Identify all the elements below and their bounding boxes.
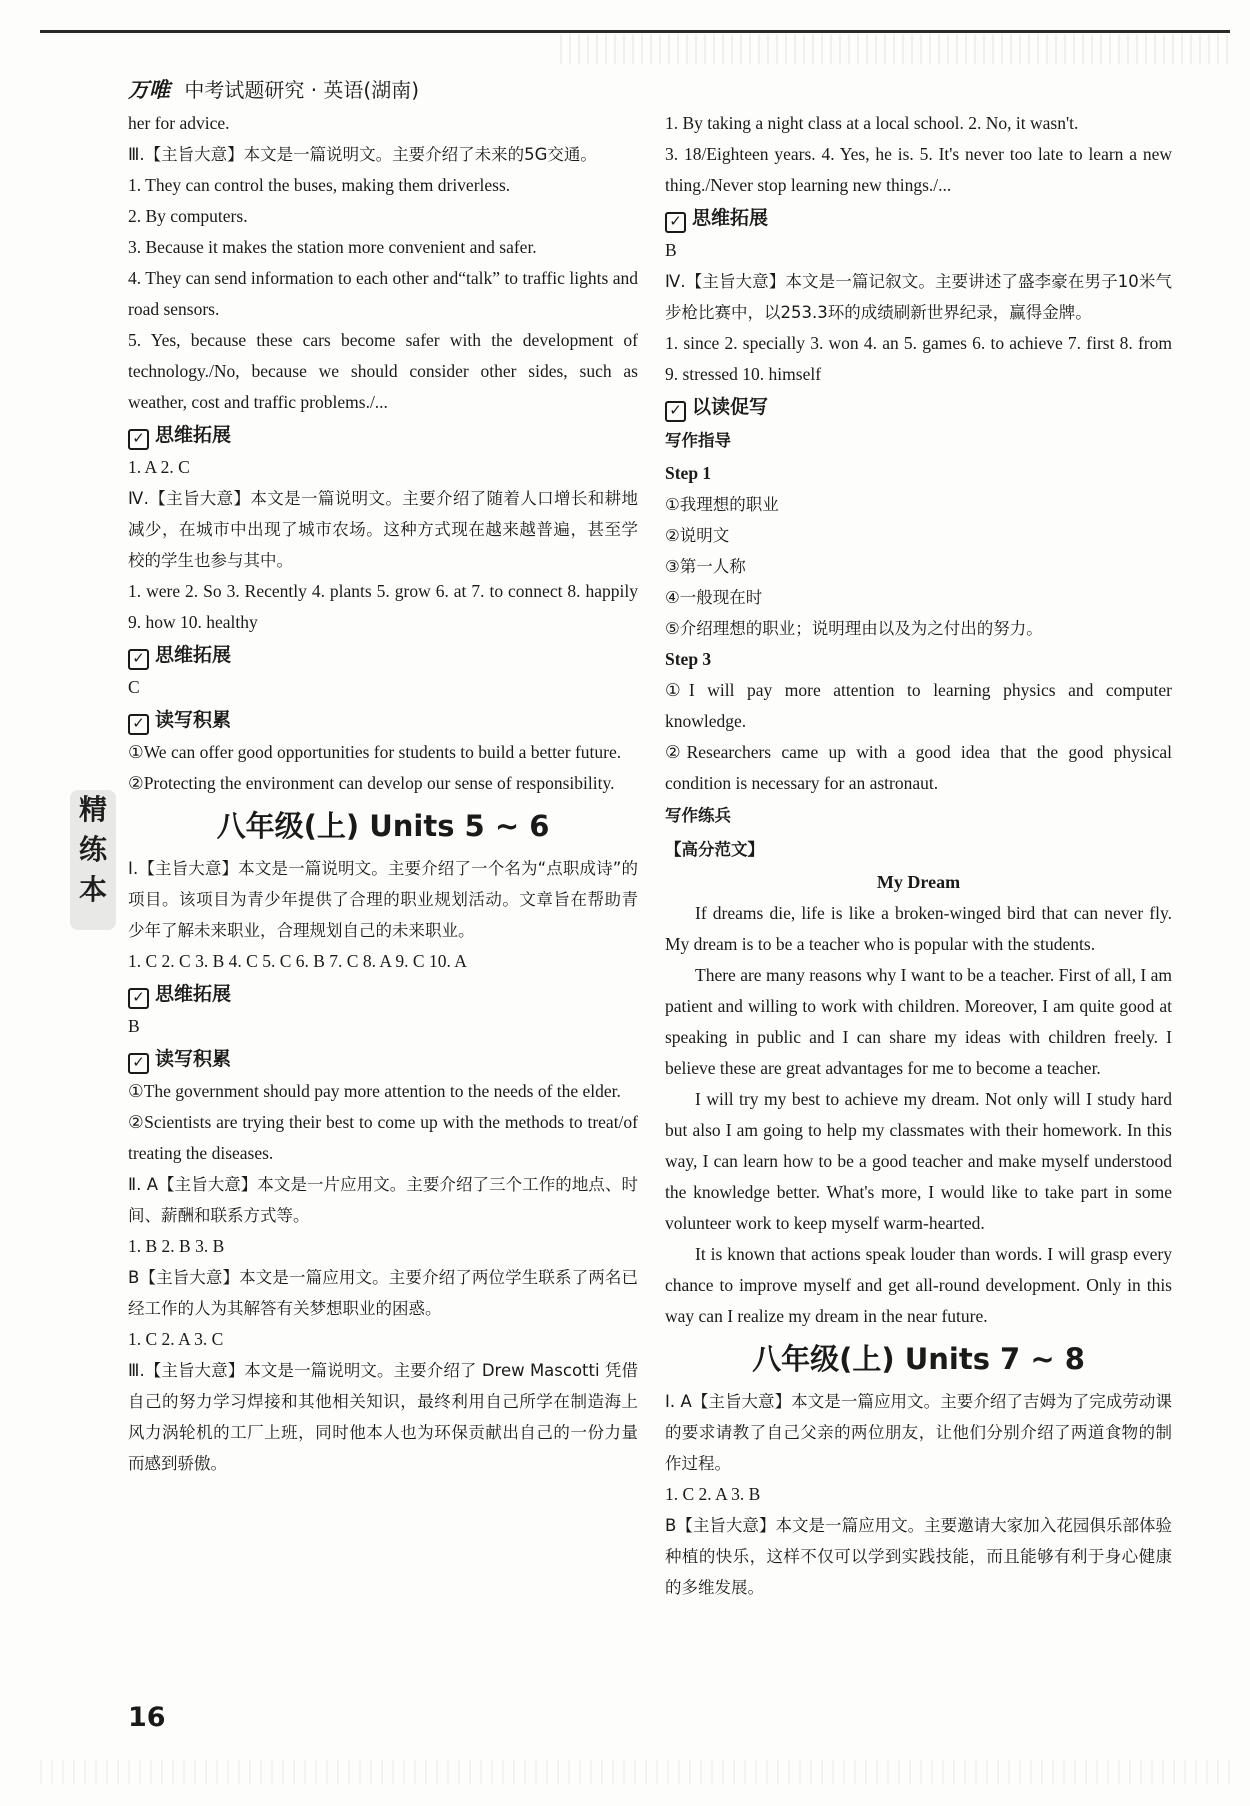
summary-text: Ⅲ.【主旨大意】本文是一篇说明文。主要介绍了 Drew Mascotti 凭借自己的努力学习焊接和其他相关知识，最终利用自己所学在制造海上风力涡轮机的工厂上班，同时他本人也为环保贡献出自己的一份力量而感到骄傲。 — [128, 1361, 638, 1473]
sub-heading: 写作指导 — [665, 431, 731, 450]
answer-line: ①The government should pay more attention to the needs of the elder. — [128, 1081, 621, 1101]
summary-text: Ⅳ.【主旨大意】本文是一篇说明文。主要介绍了随着人口增长和耕地减少，在城市中出现了城市农场。这种方式现在越来越普遍，甚至学校的学生也参与其中。 — [128, 489, 638, 570]
answer-line: 2. By computers. — [128, 206, 248, 226]
check-icon: ✓ — [128, 649, 149, 670]
bottom-texture — [40, 1760, 1230, 1784]
answer-line: 1. A 2. C — [128, 457, 190, 477]
side-tab — [70, 790, 116, 930]
heading-text: 读写积累 — [155, 1048, 232, 1070]
answer-line: 1. They can control the buses, making them driverless. — [128, 175, 511, 195]
side-tab-char: 本 — [78, 873, 107, 906]
section-heading — [128, 418, 638, 452]
heading-text: 思维拓展 — [692, 207, 769, 229]
answer-line: ②Protecting the environment can develop our sense of responsibility. — [128, 773, 615, 793]
heading-text: 思维拓展 — [155, 983, 232, 1005]
right-column — [665, 108, 1172, 1603]
step-label: Step 3 — [665, 649, 712, 669]
step-label: Step 1 — [665, 463, 712, 483]
check-icon: ✓ — [665, 212, 686, 233]
page-header — [128, 74, 419, 104]
summary-text: ②说明文 — [665, 526, 730, 545]
essay-paragraph: There are many reasons why I want to be a teacher. First of all, I am patient and willing to work with children. Moreover, I am quite good at speaking in public and I can share my ideas with children freely. I believe these are great advantages for me to become a teacher. — [665, 965, 1172, 1078]
answer-line: 1. were 2. So 3. Recently 4. plants 5. grow 6. at 7. to connect 8. happily 9. how 10. healthy — [128, 581, 638, 632]
summary-text: B【主旨大意】本文是一篇应用文。主要邀请大家加入花园俱乐部体验种植的快乐，这样不仅可以学到实践技能，而且能够有利于身心健康的多维发展。 — [665, 1516, 1172, 1597]
header-title: 中考试题研究 · 英语(湖南) — [184, 78, 420, 102]
heading-text: 以读促写 — [692, 396, 769, 418]
answer-line: 1. B 2. B 3. B — [128, 1236, 225, 1256]
section-heading — [128, 977, 638, 1011]
summary-text: Ⅰ.【主旨大意】本文是一篇说明文。主要介绍了一个名为“点职成诗”的项目。该项目为青少年提供了合理的职业规划活动。文章旨在帮助青少年了解未来职业，合理规划自己的未来职业。 — [128, 859, 638, 940]
left-column — [128, 108, 638, 1479]
check-icon: ✓ — [128, 1053, 149, 1074]
check-icon: ✓ — [128, 988, 149, 1009]
top-texture — [560, 34, 1230, 64]
top-rule — [40, 30, 1230, 33]
sub-heading: 写作练兵 — [665, 806, 731, 825]
answer-line: 1. C 2. A 3. C — [128, 1329, 224, 1349]
answer-line: B — [128, 1016, 140, 1036]
sub-heading: 【高分范文】 — [665, 840, 764, 859]
section-heading — [128, 703, 638, 737]
answer-line: ②Researchers came up with a good idea that the good physical condition is necessary for an astronaut. — [665, 742, 1172, 793]
check-icon: ✓ — [665, 401, 686, 422]
section-heading — [665, 201, 1172, 235]
summary-text: Ⅱ. A【主旨大意】本文是一片应用文。主要介绍了三个工作的地点、时间、薪酬和联系方式等。 — [128, 1175, 638, 1225]
section-heading — [128, 1042, 638, 1076]
section-heading — [665, 390, 1172, 424]
summary-text: Ⅳ.【主旨大意】本文是一篇记叙文。主要讲述了盛李豪在男子10米气步枪比赛中，以253.3环的成绩刷新世界纪录，赢得金牌。 — [665, 272, 1172, 322]
summary-text: ⑤介绍理想的职业；说明理由以及为之付出的努力。 — [665, 619, 1043, 638]
page-number: 16 — [128, 1702, 166, 1733]
answer-line: 1. since 2. specially 3. won 4. an 5. games 6. to achieve 7. first 8. from 9. stressed 10. himself — [665, 333, 1172, 384]
summary-text: ④一般现在时 — [665, 588, 763, 607]
summary-text: Ⅰ. A【主旨大意】本文是一篇应用文。主要介绍了吉姆为了完成劳动课的要求请教了自己父亲的两位朋友，让他们分别介绍了两道食物的制作过程。 — [665, 1392, 1172, 1473]
answer-line: C — [128, 677, 140, 697]
summary-text: ③第一人称 — [665, 557, 746, 576]
check-icon: ✓ — [128, 714, 149, 735]
answer-line: her for advice. — [128, 113, 230, 133]
heading-text: 思维拓展 — [155, 644, 232, 666]
unit-title: 八年级(上) Units 7 ~ 8 — [752, 1342, 1085, 1376]
answer-line: ①I will pay more attention to learning physics and computer knowledge. — [665, 680, 1172, 731]
summary-text: Ⅲ.【主旨大意】本文是一篇说明文。主要介绍了未来的5G交通。 — [128, 145, 597, 164]
answer-line: B — [665, 240, 677, 260]
essay-title: My Dream — [876, 872, 961, 892]
answer-line: 5. Yes, because these cars become safer with the development of technology./No, because we should consider other sides, such as weather, cost and traffic problems./... — [128, 330, 638, 412]
heading-text: 思维拓展 — [155, 424, 232, 446]
check-icon: ✓ — [128, 429, 149, 450]
answer-line: 4. They can send information to each other and“talk” to traffic lights and road sensors. — [128, 268, 638, 319]
heading-text: 读写积累 — [155, 709, 232, 731]
answer-line: 3. 18/Eighteen years. 4. Yes, he is. 5. It's never too late to learn a new thing./Never stop learning new things./... — [665, 144, 1172, 195]
side-tab-char: 练 — [78, 833, 107, 866]
answer-line: 1. By taking a night class at a local school. 2. No, it wasn't. — [665, 113, 1079, 133]
answer-line: 1. C 2. C 3. B 4. C 5. C 6. B 7. C 8. A 9. C 10. A — [128, 951, 467, 971]
answer-line: ②Scientists are trying their best to come up with the methods to treat/of treating the diseases. — [128, 1112, 638, 1163]
essay-paragraph: It is known that actions speak louder than words. I will grasp every chance to improve myself and get all-round development. Only in this way can I realize my dream in the near future. — [665, 1244, 1172, 1326]
summary-text: B【主旨大意】本文是一篇应用文。主要介绍了两位学生联系了两名已经工作的人为其解答有关梦想职业的困惑。 — [128, 1268, 638, 1318]
essay-paragraph: If dreams die, life is like a broken-winged bird that can never fly. My dream is to be a teacher who is popular with the students. — [665, 903, 1172, 954]
brand-logo: 万唯 — [128, 78, 170, 102]
answer-line: ①We can offer good opportunities for students to build a better future. — [128, 742, 622, 762]
essay-paragraph: I will try my best to achieve my dream. Not only will I study hard but also I am going to help my classmates with their homework. In this way, I can learn how to be a good teacher and make myself understood the knowledge better. What's more, I would like to take part in some volunteer work to keep myself warm-hearted. — [665, 1089, 1172, 1233]
answer-line: 1. C 2. A 3. B — [665, 1484, 761, 1504]
answer-line: 3. Because it makes the station more convenient and safer. — [128, 237, 537, 257]
summary-text: ①我理想的职业 — [665, 495, 779, 514]
unit-title: 八年级(上) Units 5 ~ 6 — [216, 809, 550, 843]
side-tab-char: 精 — [78, 793, 107, 826]
section-heading — [128, 638, 638, 672]
